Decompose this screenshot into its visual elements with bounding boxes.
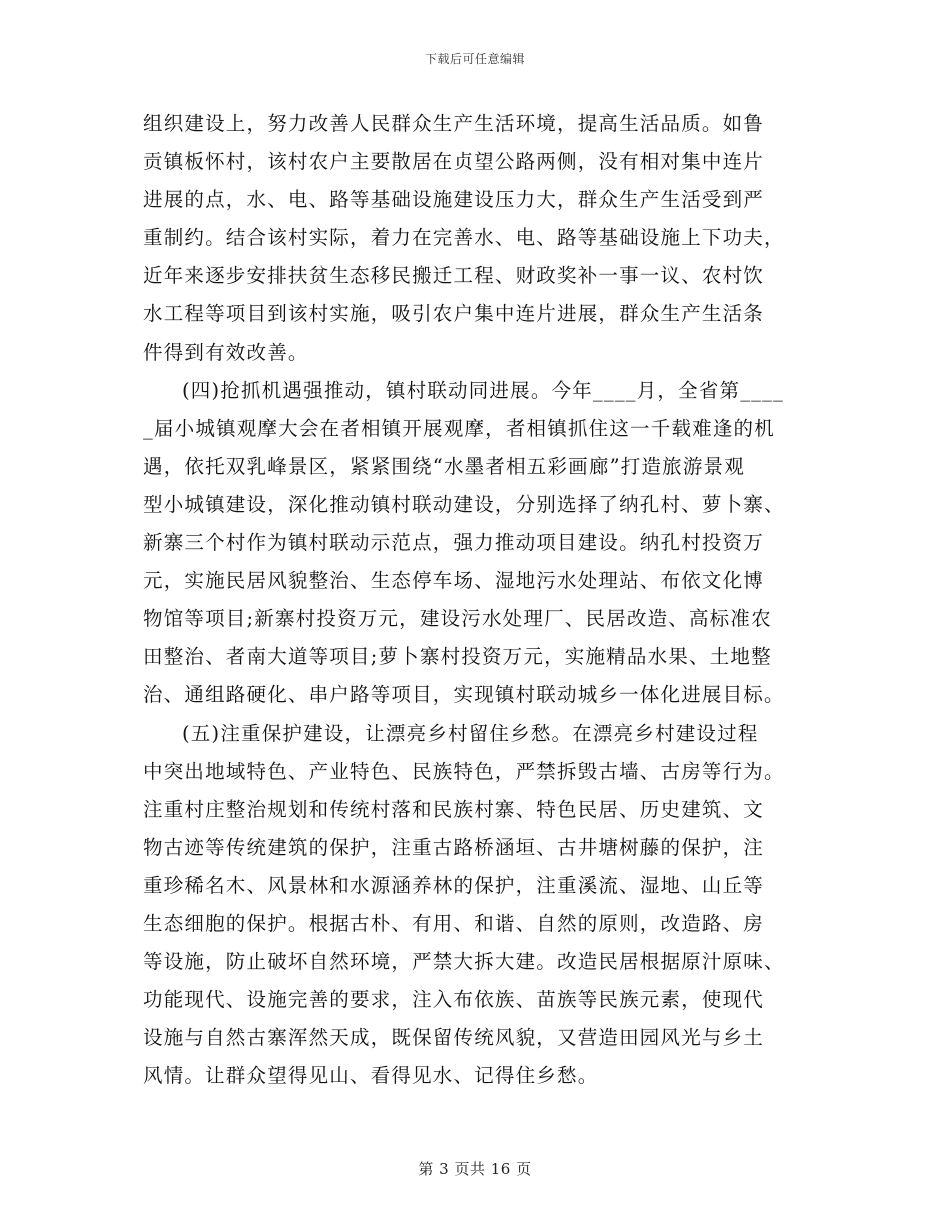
text-line: 近年来逐步安排扶贫生态移民搬迁工程、财政奖补一事一议、农村饮 — [143, 264, 765, 288]
text-line: 功能现代、设施完善的要求，注入布依族、苗族等民族元素，使现代 — [143, 988, 765, 1012]
text-line: 新寨三个村作为镇村联动示范点，强力推动项目建设。纳孔村投资万 — [143, 531, 765, 555]
text-line: 重制约。结合该村实际，着力在完善水、电、路等基础设施上下功夫， — [143, 226, 785, 250]
text-line: 元，实施民居风貌整治、生态停车场、湿地污水处理站、布依文化博 — [143, 569, 765, 593]
text-line: 风情。让群众望得见山、看得见水、记得住乡愁。 — [143, 1064, 599, 1088]
text-line: 遇，依托双乳峰景区，紧紧围绕“水墨者相五彩画廊”打造旅游景观 — [143, 454, 745, 478]
text-line: 进展的点，水、电、路等基础设施建设压力大，群众生产生活受到严 — [143, 188, 765, 212]
text-line: 生态细胞的保护。根据古朴、有用、和谐、自然的原则，改造路、房 — [143, 911, 765, 935]
document-body — [143, 105, 811, 1095]
paragraph-first-line: (五)注重保护建设，让漂亮乡村留住乡愁。在漂亮乡村建设过程 — [182, 721, 759, 745]
text-line: 注重村庄整治规划和传统村落和民族村寨、特色民居、历史建筑、文 — [143, 797, 765, 821]
page-number: 第 3 页共 16 页 — [418, 1160, 532, 1178]
text-line: 中突出地域特色、产业特色、民族特色，严禁拆毁古墙、古房等行为。 — [143, 759, 785, 783]
text-line: 田整治、者南大道等项目;萝卜寨村投资万元，实施精品水果、土地整 — [143, 645, 772, 669]
text-line: 设施与自然古寨浑然天成，既保留传统风貌，又营造田园风光与乡土 — [143, 1026, 765, 1050]
paragraph-first-line: (四)抢抓机遇强推动，镇村联动同进展。今年____月，全省第____ — [182, 378, 785, 402]
text-line: _届小城镇观摩大会在者相镇开展观摩，者相镇抓住这一千载难逢的机 — [143, 416, 775, 440]
text-line: 治、通组路硬化、串户路等项目，实现镇村联动城乡一体化进展目标。 — [143, 683, 785, 707]
text-line: 件得到有效改善。 — [143, 340, 309, 364]
text-line: 组织建设上，努力改善人民群众生产生活环境，提高生活品质。如鲁 — [143, 112, 765, 135]
page-header: 下载后可任意编辑 — [424, 52, 525, 66]
text-line: 水工程等项目到该村实施，吸引农户集中连片进展，群众生产生活条 — [143, 302, 765, 326]
text-line: 物古迹等传统建筑的保护，注重古路桥涵垣、古井塘树藤的保护，注 — [143, 835, 765, 859]
text-line: 重珍稀名木、风景林和水源涵养林的保护，注重溪流、湿地、山丘等 — [143, 873, 765, 897]
text-line: 物馆等项目;新寨村投资万元，建设污水处理厂、民居改造、高标准农 — [143, 607, 772, 631]
text-line: 等设施，防止破坏自然环境，严禁大拆大建。改造民居根据原汁原味、 — [143, 950, 785, 974]
text-line: 型小城镇建设，深化推动镇村联动建设，分别选择了纳孔村、萝卜寨、 — [143, 492, 785, 516]
text-line: 贡镇板怀村，该村农户主要散居在贞望公路两侧，没有相对集中连片 — [143, 150, 765, 174]
